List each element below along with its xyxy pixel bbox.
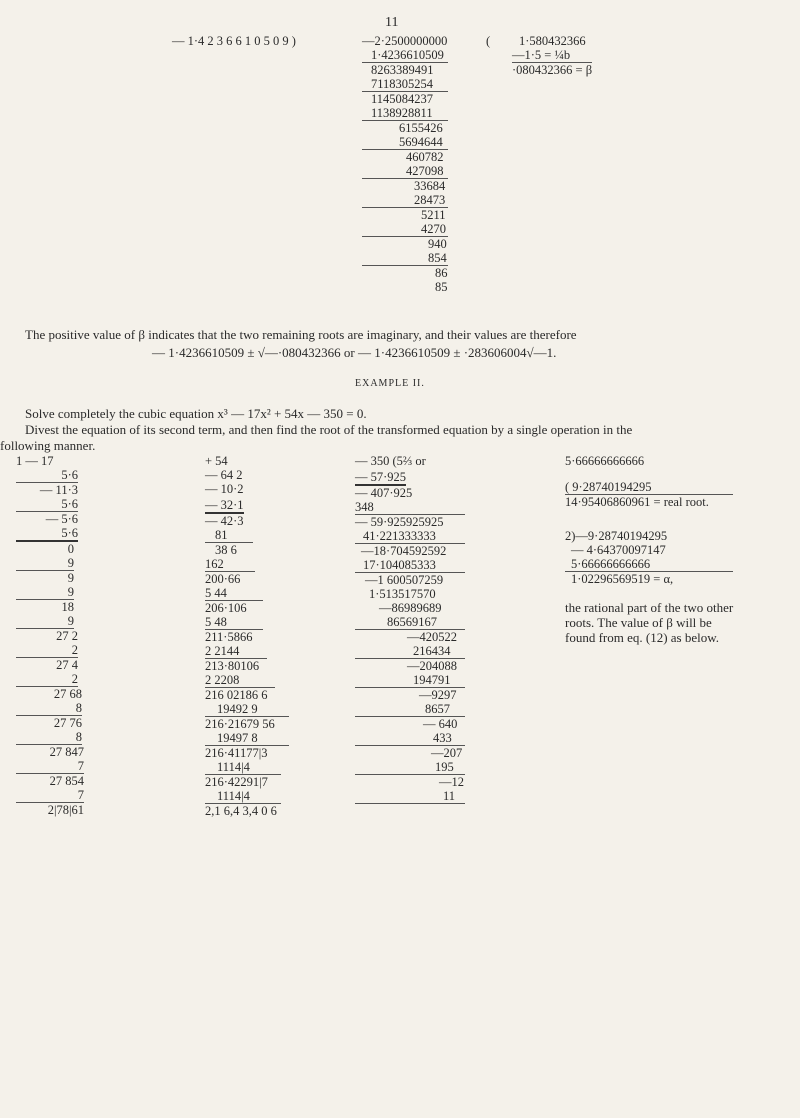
calc-line: 8	[16, 701, 82, 716]
calc-line: — 10·2	[205, 482, 244, 496]
calc-line: 2	[16, 672, 78, 687]
calc-line: 7	[16, 788, 84, 803]
calc-line: 81	[205, 528, 253, 543]
open-paren: (	[486, 34, 491, 48]
calc-line: 14·95406860961 = real root.	[565, 495, 709, 509]
calc-line: 213·80106	[205, 659, 260, 673]
calc-line: 9	[67, 571, 74, 585]
calc-line: 86	[435, 266, 448, 280]
calc-line: 17·104085333	[355, 558, 465, 573]
calc-line: 5·66666666666	[565, 454, 645, 468]
calc-line: 9	[16, 614, 74, 629]
calc-line: —204088	[407, 659, 457, 673]
coefficient-column-2	[205, 454, 289, 818]
page-number: 11	[385, 15, 399, 30]
calc-line: 1·4236610509	[362, 48, 448, 63]
calc-line: 194791	[355, 673, 465, 688]
calc-line: — 32·1	[205, 498, 244, 512]
calc-line: —2·2500000000	[362, 34, 448, 48]
calc-line: 11	[355, 789, 465, 804]
calc-line: 1·02296569519 = α,	[571, 572, 674, 586]
calc-line: — 4·64370097147	[571, 543, 666, 557]
calc-line: —12	[439, 775, 464, 789]
calc-line: — 11·3	[39, 483, 78, 497]
calc-line: 1·580432366	[519, 34, 586, 48]
calc-line: 200·66	[205, 572, 241, 586]
calc-line: 195	[355, 760, 465, 775]
calc-line: 9	[16, 556, 74, 571]
calc-line: —420522	[407, 630, 457, 644]
calc-line: — 350 (5⅔ or	[355, 454, 426, 468]
calc-line: 8657	[355, 702, 465, 717]
calc-line: 27 847	[49, 745, 84, 759]
calc-line: —9297	[419, 688, 457, 702]
calc-line: 33684	[414, 179, 446, 193]
calc-line: + 54	[205, 454, 228, 468]
calc-line: 5 44	[205, 586, 263, 601]
calc-line: 19492 9	[205, 702, 289, 717]
calc-line: 5211	[421, 208, 446, 222]
calc-line: 5·66666666666	[565, 557, 733, 572]
divisor-label: — 1·4 2 3 6 6 1 0 5 0 9 )	[172, 34, 296, 48]
calc-line: 28473	[362, 193, 448, 208]
calc-line: 216·42291|7	[205, 775, 268, 789]
calc-line: 216 02186 6	[205, 688, 268, 702]
note-line: the rational part of the two other	[565, 600, 734, 615]
calc-line: 2|78|61	[47, 803, 84, 817]
top-subtraction-column	[362, 34, 448, 294]
calc-line: —1 600507259	[365, 573, 444, 587]
calc-line: 6155426	[399, 121, 443, 135]
calc-line: 5694644	[362, 135, 448, 150]
calc-line: —207	[431, 746, 463, 760]
calc-line: 18	[61, 600, 74, 614]
calc-line: —86989689	[379, 601, 442, 615]
calc-line: 1114|4	[205, 760, 281, 775]
calc-line: 5·6	[16, 497, 78, 512]
calc-line: 9	[16, 585, 74, 600]
root-column	[565, 454, 733, 645]
note-line: found from eq. (12) as below.	[565, 630, 720, 645]
calc-line: 427098	[362, 164, 448, 179]
calc-line: 41·221333333	[355, 529, 465, 544]
calc-line: — 407·925	[355, 486, 413, 500]
calc-line: 216434	[355, 644, 465, 659]
calc-line: 206·106	[205, 601, 247, 615]
calc-line: — 59·925925925	[355, 515, 444, 529]
calc-line: 348	[355, 500, 465, 515]
calc-line: 162	[205, 557, 255, 572]
calc-line: 1138928811	[362, 106, 448, 121]
calc-line: 5 48	[205, 615, 263, 630]
calc-line: 38 6	[215, 543, 237, 557]
calc-line: 460782	[406, 150, 444, 164]
calc-line: 7	[16, 759, 84, 774]
calc-line: — 640	[423, 717, 458, 731]
calc-line: 5·6	[16, 526, 78, 542]
calc-line: 19497 8	[205, 731, 289, 746]
calc-line: 1145084237	[371, 92, 434, 106]
calc-line: 433	[355, 731, 465, 746]
calc-line: 4270	[362, 222, 448, 237]
roots-formula: — 1·4236610509 ± √—·080432366 or — 1·4236610509 ± ·283606004√—1.	[152, 345, 557, 360]
calc-line: —18·704592592	[361, 544, 447, 558]
calc-line: 27 68	[53, 687, 82, 701]
calc-line: — 5·6	[45, 512, 78, 526]
calc-line: 27 76	[53, 716, 82, 730]
top-beta-column	[512, 34, 592, 77]
calc-line: 27 2	[56, 629, 78, 643]
section-heading: EXAMPLE II.	[355, 378, 425, 389]
calc-line: 85	[435, 280, 448, 294]
calc-line: 1 — 17	[16, 454, 54, 468]
calc-line: 854	[362, 251, 448, 266]
calc-line: 7118305254	[362, 77, 448, 92]
calc-line: 2	[16, 643, 78, 658]
calc-line: 2)—9·28740194295	[565, 529, 668, 543]
calc-line: 27 854	[49, 774, 84, 788]
calc-line: ·080432366 = β	[512, 63, 593, 77]
paragraph-positive-beta: The positive value of β indicates that the two remaining roots are imaginary, and their values are therefore	[25, 327, 577, 342]
instructions-line-2: following manner.	[0, 438, 96, 453]
calc-line: 216·41177|3	[205, 746, 268, 760]
note-line: roots. The value of β will be	[565, 615, 712, 630]
calc-line: 940	[428, 237, 447, 251]
calc-line: 27 4	[56, 658, 78, 672]
problem-statement: Solve completely the cubic equation x³ — 17x² + 54x — 350 = 0.	[25, 406, 367, 421]
calc-line: — 57·925	[355, 470, 407, 484]
calc-line: 216·21679 56	[205, 717, 275, 731]
calc-line: — 42·3	[205, 514, 244, 528]
calc-line: 2 2208	[205, 673, 275, 688]
calc-line: — 64 2	[205, 468, 243, 482]
calc-line: 0	[67, 542, 74, 556]
calc-line: 2,1 6,4 3,4 0 6	[205, 804, 277, 818]
coefficient-column-1	[16, 454, 86, 817]
calc-line: 86569167	[355, 615, 465, 630]
instructions-line-1: Divest the equation of its second term, and then find the root of the transformed equation by a single operation in the	[25, 422, 633, 437]
calc-line: ( 9·28740194295	[565, 480, 733, 495]
calc-line: 8	[16, 730, 82, 745]
calc-line: —1·5 = ¼b	[512, 48, 592, 63]
calc-line: 8263389491	[371, 63, 434, 77]
constant-column	[355, 454, 465, 804]
calc-line: 5·6	[16, 468, 78, 483]
calc-line: 1·513517570	[369, 587, 436, 601]
calc-line: 1114|4	[205, 789, 281, 804]
calc-line: 2 2144	[205, 644, 267, 659]
calc-line: 211·5866	[205, 630, 253, 644]
